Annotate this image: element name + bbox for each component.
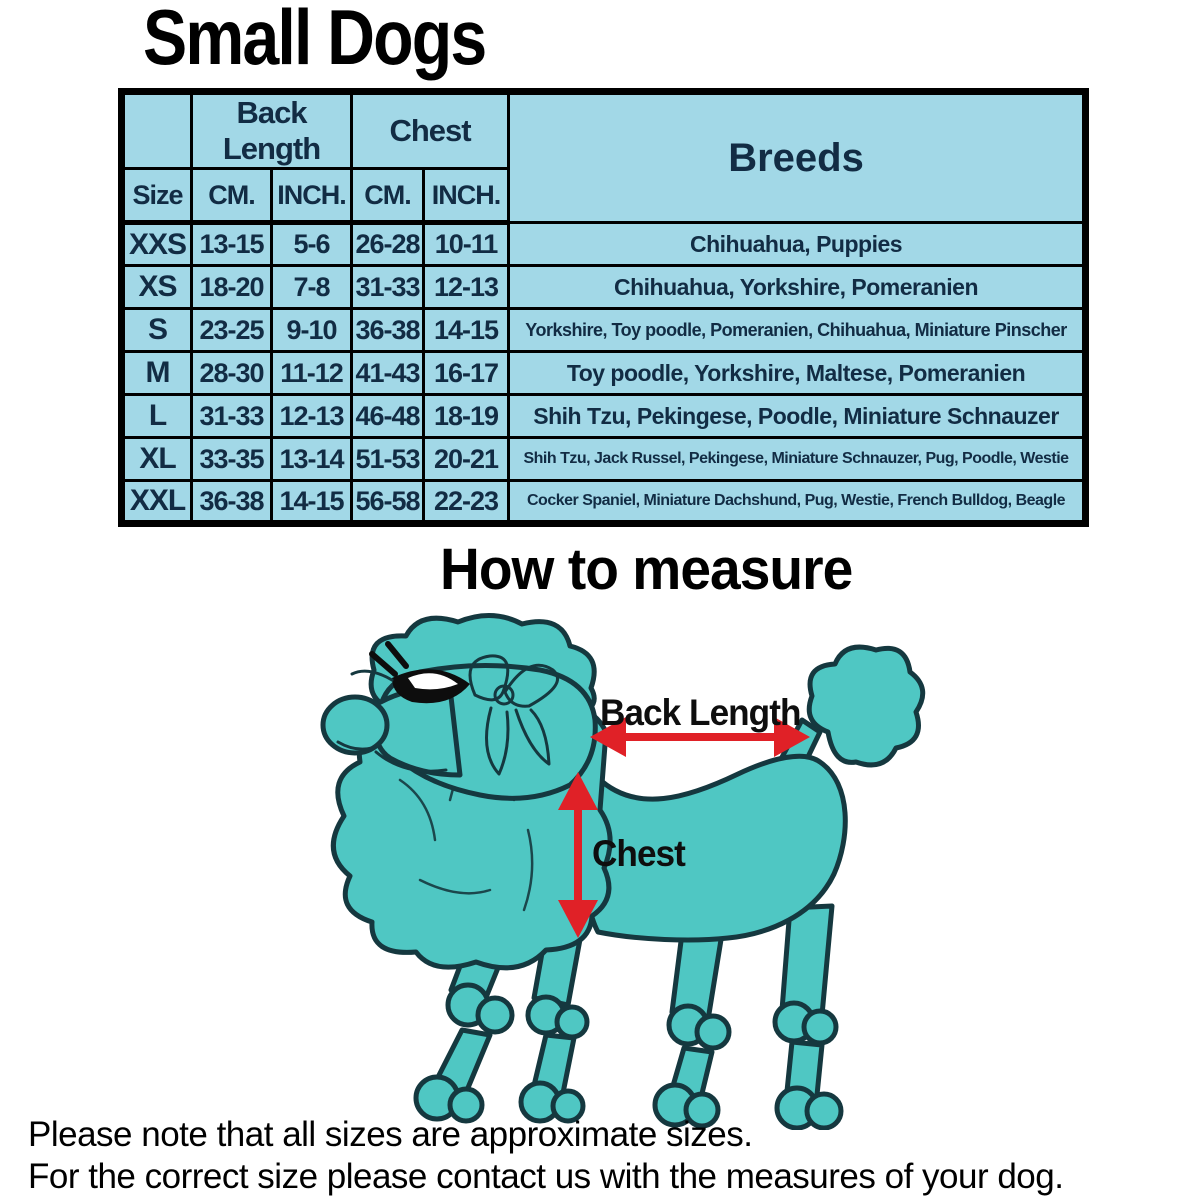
cell-size: M bbox=[122, 352, 192, 395]
cell-back-cm: 23-25 bbox=[192, 309, 272, 352]
cell-back-inch: 12-13 bbox=[272, 395, 352, 438]
cell-back-cm: 28-30 bbox=[192, 352, 272, 395]
col-header-back-cm: CM. bbox=[192, 169, 272, 223]
cell-breeds: Shih Tzu, Jack Russel, Pekingese, Miniature Schnauzer, Pug, Poodle, Westie bbox=[509, 438, 1086, 481]
cell-back-inch: 9-10 bbox=[272, 309, 352, 352]
cell-chest-inch: 10-11 bbox=[424, 223, 509, 266]
cell-back-inch: 7-8 bbox=[272, 266, 352, 309]
col-header-back-length: Back Length bbox=[192, 92, 352, 169]
size-table bbox=[118, 88, 1089, 527]
cell-breeds: Cocker Spaniel, Miniature Dachshund, Pug, Westie, French Bulldog, Beagle bbox=[509, 481, 1086, 524]
col-header-size: Size bbox=[122, 169, 192, 223]
cell-chest-cm: 26-28 bbox=[352, 223, 424, 266]
table-row bbox=[122, 223, 1086, 266]
back-length-arrow bbox=[608, 733, 774, 741]
chest-label: Chest bbox=[592, 833, 685, 874]
cell-chest-inch: 18-19 bbox=[424, 395, 509, 438]
cell-chest-inch: 12-13 bbox=[424, 266, 509, 309]
table-row bbox=[122, 438, 1086, 481]
cell-breeds: Yorkshire, Toy poodle, Pomeranien, Chihuahua, Miniature Pinscher bbox=[509, 309, 1086, 352]
cell-back-inch: 14-15 bbox=[272, 481, 352, 524]
col-header-back-inch: INCH. bbox=[272, 169, 352, 223]
poodle-nose bbox=[323, 697, 387, 753]
cell-size: XXS bbox=[122, 223, 192, 266]
cell-breeds: Shih Tzu, Pekingese, Poodle, Miniature Schnauzer bbox=[509, 395, 1086, 438]
cell-chest-cm: 56-58 bbox=[352, 481, 424, 524]
cell-breeds: Chihuahua, Yorkshire, Pomeranien bbox=[509, 266, 1086, 309]
cell-back-cm: 36-38 bbox=[192, 481, 272, 524]
footer-line-2: For the correct size please contact us with the measures of your dog. bbox=[28, 1157, 1064, 1196]
corner-cell bbox=[122, 92, 192, 169]
col-header-chest: Chest bbox=[352, 92, 509, 169]
cell-chest-cm: 51-53 bbox=[352, 438, 424, 481]
col-header-chest-cm: CM. bbox=[352, 169, 424, 223]
table-row bbox=[122, 352, 1086, 395]
cell-chest-cm: 46-48 bbox=[352, 395, 424, 438]
cell-back-inch: 5-6 bbox=[272, 223, 352, 266]
chest-arrow bbox=[574, 805, 582, 900]
cell-chest-cm: 36-38 bbox=[352, 309, 424, 352]
cell-size: XS bbox=[122, 266, 192, 309]
table-row bbox=[122, 481, 1086, 524]
cell-back-cm: 33-35 bbox=[192, 438, 272, 481]
cell-chest-cm: 31-33 bbox=[352, 266, 424, 309]
back-length-label: Back Length bbox=[600, 692, 801, 733]
table-row bbox=[122, 395, 1086, 438]
cell-breeds: Chihuahua, Puppies bbox=[509, 223, 1086, 266]
footer-line-1: Please note that all sizes are approximate sizes. bbox=[28, 1115, 753, 1154]
cell-size: XXL bbox=[122, 481, 192, 524]
cell-back-inch: 13-14 bbox=[272, 438, 352, 481]
cell-breeds: Toy poodle, Yorkshire, Maltese, Pomeranien bbox=[509, 352, 1086, 395]
cell-back-inch: 11-12 bbox=[272, 352, 352, 395]
cell-back-cm: 31-33 bbox=[192, 395, 272, 438]
cell-size: S bbox=[122, 309, 192, 352]
cell-chest-inch: 14-15 bbox=[424, 309, 509, 352]
col-header-chest-inch: INCH. bbox=[424, 169, 509, 223]
page-title: Small Dogs bbox=[143, 0, 486, 82]
col-header-breeds: Breeds bbox=[509, 92, 1086, 223]
cell-chest-inch: 20-21 bbox=[424, 438, 509, 481]
cell-back-cm: 18-20 bbox=[192, 266, 272, 309]
table-row bbox=[122, 309, 1086, 352]
cell-size: L bbox=[122, 395, 192, 438]
how-to-measure-title: How to measure bbox=[440, 537, 853, 602]
footer-note bbox=[28, 1114, 1063, 1198]
table-row bbox=[122, 266, 1086, 309]
cell-chest-inch: 22-23 bbox=[424, 481, 509, 524]
cell-chest-inch: 16-17 bbox=[424, 352, 509, 395]
cell-size: XL bbox=[122, 438, 192, 481]
cell-chest-cm: 41-43 bbox=[352, 352, 424, 395]
cell-back-cm: 13-15 bbox=[192, 223, 272, 266]
poodle-tail-pom bbox=[809, 647, 923, 765]
